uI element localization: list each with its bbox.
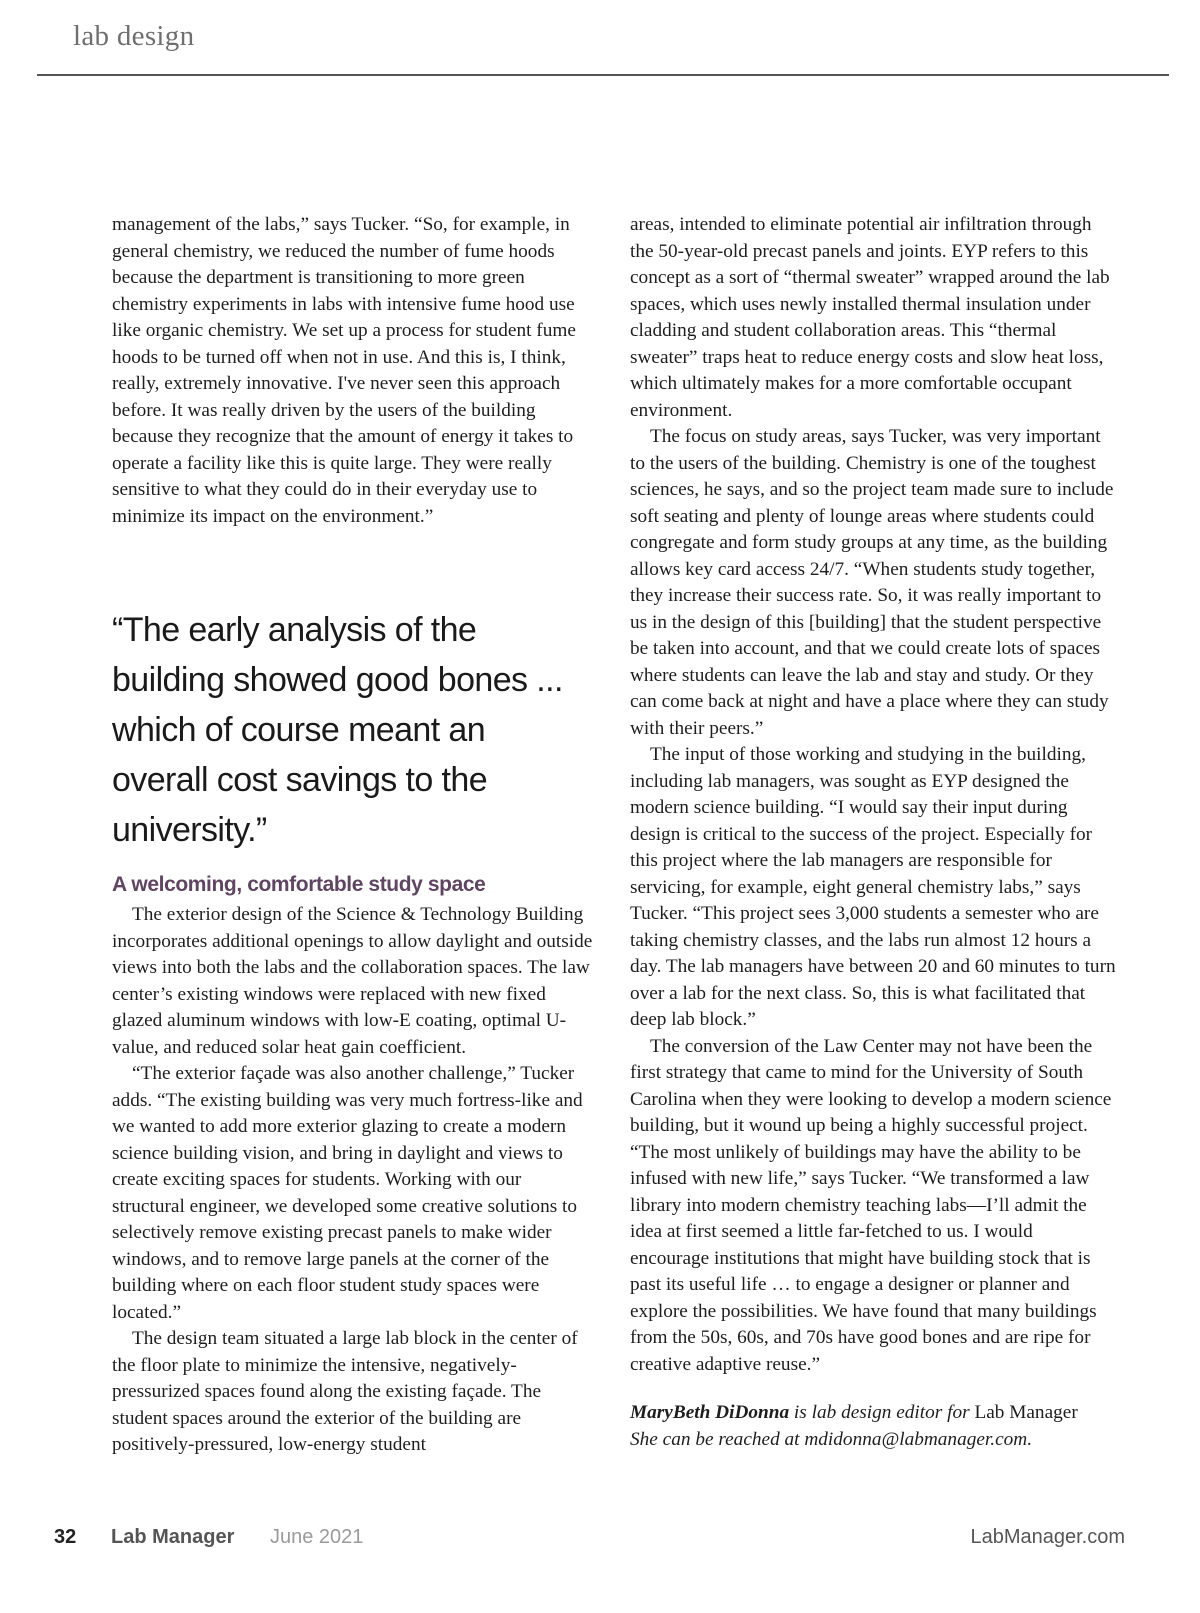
page-footer bbox=[0, 1526, 1200, 1556]
byline-contact: She can be reached at mdidonna@labmanager.com. bbox=[630, 1428, 1033, 1450]
left-column-lower bbox=[112, 902, 598, 1459]
body-paragraph: The exterior design of the Science & Technology Building incorporates additional openings to allow daylight and outside views into both the labs and the collaboration spaces. The law center’s existing windows were replaced with new fixed glazed aluminum windows with low-E coating, optimal U-value, and reduced solar heat gain coefficient. bbox=[112, 904, 593, 1058]
byline-role: is lab design editor for bbox=[789, 1402, 975, 1423]
pull-quote: “The early analysis of the building showed good bones ... which of course meant an overall cost savings to the university.” bbox=[112, 611, 563, 849]
body-paragraph: “The exterior façade was also another challenge,” Tucker adds. “The existing building was very much fortress-like and we wanted to add more exterior glazing to create a modern science building vision, and bring in daylight and views to create exciting spaces for students. Working with our structural engineer, we developed some creative solutions to selectively remove existing precast panels to make wider windows, and to remove large panels at the corner of the building where on each floor student study spaces were located.” bbox=[112, 1063, 583, 1323]
website-link[interactable]: LabManager.com bbox=[970, 1526, 1125, 1548]
body-paragraph: management of the labs,” says Tucker. “So, for example, in general chemistry, we reduced the number of fume hoods because the department is transitioning to more green chemistry experiments in labs with intensive fume hood use like organic chemistry. We set up a process for student fume hoods to be turned off when not in use. And this is, I think, really, extremely innovative. I've never seen this approach before. It was really driven by the users of the building because they recognize that the amount of energy it takes to operate a facility like this is quite large. They were really sensitive to what they could do in their everyday use to minimize its impact on the environment.” bbox=[112, 214, 576, 527]
body-paragraph: The design team situated a large lab block in the center of the floor plate to minimize the intensive, negatively-pressurized spaces found along the existing façade. The student spaces around the exterior of the building are positively-pressured, low-energy student bbox=[112, 1328, 578, 1455]
issue-date: June 2021 bbox=[270, 1526, 364, 1548]
body-paragraph: The conversion of the Law Center may not have been the first strategy that came to mind for the University of South Carolina when they were looking to develop a modern science building, but it wound up being a highly successful project. “The most unlikely of buildings may have the ability to be infused with new life,” says Tucker. “We transformed a law library into modern chemistry teaching labs—I’ll admit the idea at first seemed a little far-fetched to us. I would encourage institutions that might have building stock that is past its useful life … to engage a designer or planner and explore the possibilities. We have found that many buildings from the 50s, 60s, and 70s have good bones and are ripe for creative adaptive reuse.” bbox=[630, 1035, 1112, 1375]
section-tag: lab design bbox=[73, 20, 195, 52]
right-column bbox=[630, 212, 1116, 1453]
header-rule bbox=[37, 74, 1169, 76]
body-paragraph: areas, intended to eliminate potential air infiltration through the 50-year-old precast panels and joints. EYP refers to this concept as a sort of “thermal sweater” wrapped around the lab spaces, which uses newly installed thermal insulation under cladding and student collaboration areas. This “thermal sweater” traps heat to reduce energy costs and slow heat loss, which ultimately makes for a more comfortable occupant environment. bbox=[630, 214, 1110, 421]
body-paragraph: The focus on study areas, says Tucker, was very important to the users of the building. Chemistry is one of the toughest sciences, he says, and so the project team made sure to include soft seating and plenty of lounge areas where students could congregate and form study groups at any time, as the building allows key card access 24/7. “When students study together, they increase their success rate. So, it was really important to us in the design of this [building] that the student perspective be taken into account, and that we could create lots of spaces where students can leave the lab and stay and study. Or they can come back at night and have a place where they can study with their peers.” bbox=[630, 426, 1114, 739]
byline-publication: Lab Manager bbox=[974, 1402, 1078, 1423]
magazine-name: Lab Manager bbox=[111, 1526, 235, 1548]
author-byline bbox=[630, 1400, 1116, 1453]
page-number: 32 bbox=[54, 1526, 77, 1548]
left-column bbox=[112, 212, 598, 530]
body-paragraph: The input of those working and studying in the building, including lab managers, was sought as EYP designed the modern science building. “I would say their input during design is critical to the success of the project. Especially for this project where the lab managers are responsible for servicing, for example, eight general chemistry labs,” says Tucker. “This project sees 3,000 students a semester who are taking chemistry classes, and the labs run almost 12 hours a day. The lab managers have between 20 and 60 minutes to turn over a lab for the next class. So, this is what facilitated that deep lab block.” bbox=[630, 744, 1116, 1030]
section-subhead: A welcoming, comfortable study space bbox=[112, 873, 486, 896]
byline-author: MaryBeth DiDonna bbox=[630, 1402, 790, 1423]
